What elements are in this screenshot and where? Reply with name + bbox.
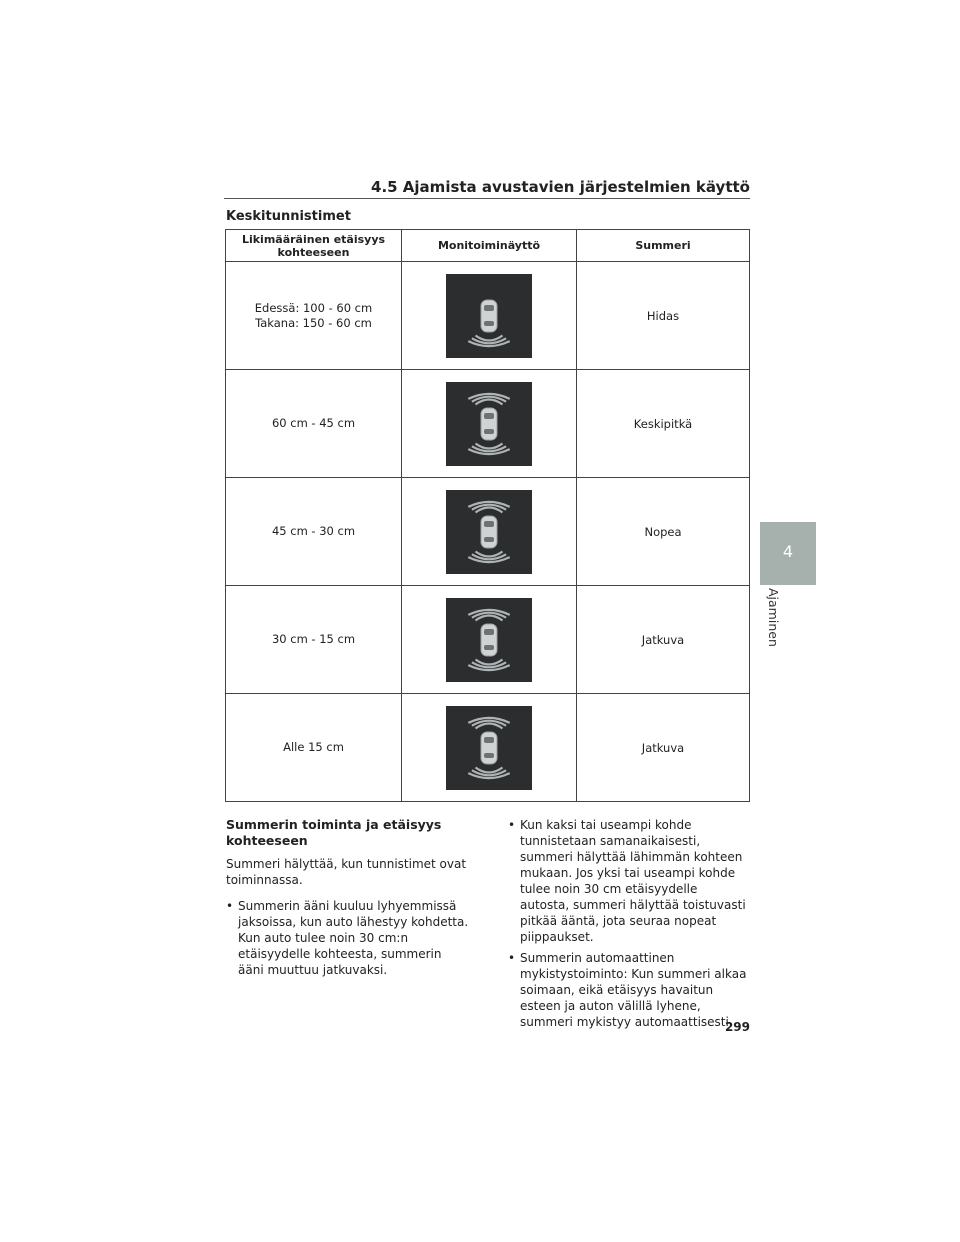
distance-cell [226, 694, 402, 802]
car-rear-window [484, 645, 494, 650]
distance-cell [226, 478, 402, 586]
section-title: Keskitunnistimet [226, 209, 351, 224]
car-windshield [484, 413, 494, 419]
buzzer-cell: Hidas [577, 262, 750, 370]
table-row [226, 586, 750, 694]
chapter-label: Ajaminen [766, 588, 781, 647]
buzzer-bullets-left [226, 898, 470, 983]
buzzer-cell: Nopea [577, 478, 750, 586]
header-rule [224, 198, 750, 199]
distance-line: 30 cm - 15 cm [271, 632, 356, 646]
header-buzzer: Summeri [577, 230, 750, 262]
chapter-tab [760, 522, 816, 585]
car-icon [481, 516, 497, 548]
car-icon [481, 732, 497, 764]
car-icon [481, 300, 497, 332]
car-icon [481, 408, 497, 440]
car-rear-window [484, 537, 494, 542]
buzzer-cell: Jatkuva [577, 694, 750, 802]
table-row [226, 694, 750, 802]
page-number: 299 [724, 1020, 750, 1034]
table-row [226, 478, 750, 586]
parking-sensor-display [446, 274, 532, 358]
sensor-distance-table [225, 229, 750, 802]
display-cell [402, 694, 577, 802]
distance-line: Edessä: 100 - 60 cm [254, 300, 373, 315]
table-row [226, 262, 750, 370]
distance-line: 45 cm - 30 cm [271, 524, 356, 538]
buzzer-cell: Jatkuva [577, 586, 750, 694]
car-rear-window [484, 429, 494, 434]
list-item: • Kun kaksi tai useampi kohde tunnistetaan samanaikaisesti, summeri hälyttää lähimmän kohteen mukaan. Jos yksi tai useampi kohde tulee noin 30 cm etäisyydelle autosta, summeri hälyttää toistuvasti pitkää ääntä, jota seuraa nopeat piippaukset. [508, 817, 748, 945]
distance-line: 60 cm - 45 cm [271, 416, 356, 430]
car-windshield [484, 629, 494, 635]
running-header: 4.5 Ajamista avustavien järjestelmien käyttö [371, 178, 750, 196]
car-windshield [484, 305, 494, 311]
distance-cell [226, 370, 402, 478]
display-cell [402, 586, 577, 694]
parking-sensor-display [446, 490, 532, 574]
buzzer-intro: Summeri hälyttää, kun tunnistimet ovat toiminnassa. [226, 857, 467, 887]
car-windshield [484, 737, 494, 743]
list-item: • Summerin ääni kuuluu lyhyemmissä jaksoissa, kun auto lähestyy kohdetta. Kun auto tulee noin 30 cm:n etäisyydelle kohteesta, summerin ääni muuttuu jatkuvaksi. [226, 898, 470, 978]
distance-line: Takana: 150 - 60 cm [255, 315, 372, 330]
table-row [226, 370, 750, 478]
display-cell [402, 262, 577, 370]
car-rear-window [484, 753, 494, 758]
parking-sensor-display [446, 598, 532, 682]
table-header-row [226, 230, 750, 262]
car-icon [481, 624, 497, 656]
buzzer-cell: Keskipitkä [577, 370, 750, 478]
distance-line: Alle 15 cm [283, 740, 344, 754]
car-windshield [484, 521, 494, 527]
buzzer-section-title: Summerin toiminta ja etäisyys kohteeseen [226, 817, 442, 848]
header-display: Monitoiminäyttö [402, 230, 577, 262]
buzzer-bullets-right [508, 817, 748, 1035]
distance-cell [226, 586, 402, 694]
distance-cell [226, 262, 402, 370]
car-rear-window [484, 321, 494, 326]
header-distance: Likimääräinen etäisyys kohteeseen [226, 230, 402, 262]
display-cell [402, 370, 577, 478]
chapter-number: 4 [782, 542, 794, 561]
list-item: • Summerin automaattinen mykistystoiminto: Kun summeri alkaa soimaan, eikä etäisyys havaitun esteen ja auton välillä lyhene, summeri mykistyy automaattisesti. [508, 950, 748, 1030]
parking-sensor-display [446, 706, 532, 790]
parking-sensor-display [446, 382, 532, 466]
display-cell [402, 478, 577, 586]
